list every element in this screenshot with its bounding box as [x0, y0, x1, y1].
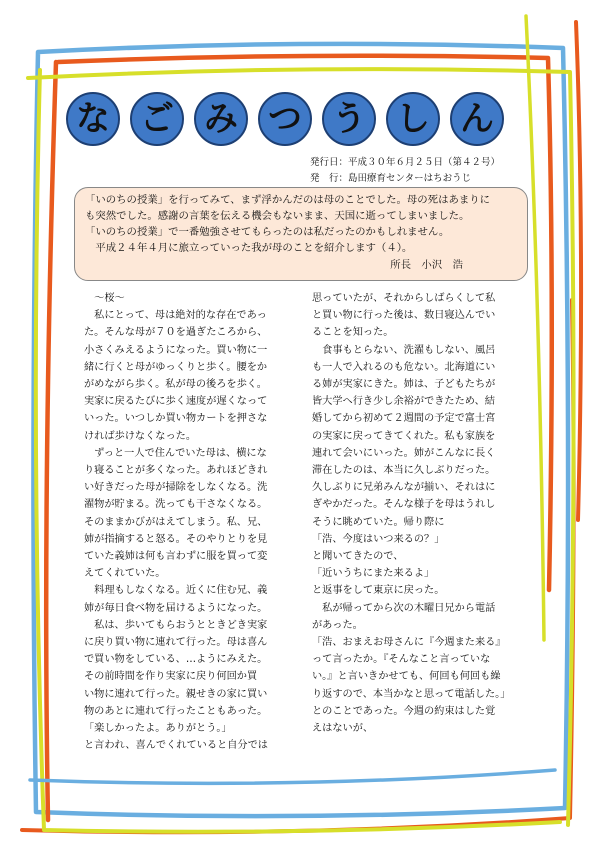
article-line: に戻り買い物に連れて行った。母は喜ん: [84, 637, 268, 649]
article-line: 「浩、おまえお母さんに『今週また来る』: [312, 637, 506, 649]
article-line: 婚してから初めて２週間の予定で富士宮: [312, 413, 496, 425]
intro-box: [74, 187, 528, 281]
article-line: 姉が指摘すると怒る。そのやりとりを見: [84, 533, 268, 545]
article-line: い。』と言いきかせても、何回も何回も繰: [312, 671, 501, 683]
title-char-circle: [322, 92, 376, 146]
title-char: し: [396, 99, 430, 139]
title-char: な: [76, 99, 110, 139]
article-line: 滞在したのは、本当に久しぶりだった。: [312, 465, 496, 477]
article-column-left: [84, 290, 306, 754]
article-line: があった。: [312, 619, 363, 631]
title-char: ご: [140, 99, 174, 139]
article-line: その前時間を作り実家に戻り何回か買: [84, 671, 258, 683]
article-line: 姉が毎日食べ物を届けるようになった。: [84, 602, 268, 614]
article-line: い好きだった母が掃除をしなくなる。洗: [84, 482, 268, 494]
article-line: 濯物が貯まる。洗っても干さなくなる。: [84, 499, 268, 511]
article-line: えはないが、: [312, 723, 374, 735]
article-line: えてくれていた。: [84, 568, 166, 580]
article-line: と返事をして東京に戻った。: [312, 585, 445, 597]
title-char: つ: [268, 99, 302, 139]
article-line: ずっと一人で住んでいた母は、横にな: [84, 447, 267, 459]
article-line: で買い物をしている、…ようにみえた。: [84, 654, 268, 666]
article-line: がめながら歩く。私が母の後ろを歩く。: [84, 379, 267, 391]
article-line: 緒に行くと母がゆっくりと歩く。腰をか: [84, 361, 268, 373]
article-line: 料理もしなくなる。近くに住む兄、義: [84, 585, 268, 597]
title-char-circle: [130, 92, 184, 146]
article-line: 「楽しかったよ。ありがとう。」: [84, 723, 232, 735]
article-line: 連れて会いにいった。姉がこんなに長く: [312, 447, 496, 459]
article-line: 私にとって、母は絶対的な存在であっ: [84, 310, 267, 322]
article-line: ければ歩けなくなった。: [84, 430, 197, 442]
title-char: う: [332, 99, 366, 139]
article-line: ～桜～: [84, 293, 125, 304]
article-column-right: [312, 290, 534, 737]
article-line: ぎやかだった。そんな様子を母はうれし: [312, 499, 496, 511]
title-char: ん: [460, 99, 494, 139]
title-char: み: [204, 99, 238, 139]
article-line: る姉が実家にきた。姉は、子どもたちが: [312, 379, 496, 391]
title-char-circle: [194, 92, 248, 146]
article-line: 思っていたが、それからしばらくして私: [312, 293, 496, 304]
article-line: そうに眺めていた。帰り際に: [312, 516, 445, 528]
article-line: り返すので、本当かなと思って電話した。」: [312, 688, 511, 700]
article-line: 私は、歩いてもらおうとときどき実家: [84, 619, 268, 631]
article-line: ていた義姉は何も言わずに服を買って変: [84, 551, 268, 563]
article-line: い物に連れて行った。親せきの家に買い: [84, 688, 268, 700]
article-line: と言われ、喜んでくれていると自分では: [84, 740, 268, 752]
article-line: ることを知った。: [312, 327, 394, 339]
article-line: いった。いつしか買い物カートを押さな: [84, 413, 268, 425]
article-line: 「浩、今度はいつ来るの？」: [312, 533, 445, 545]
article-line: 「近いうちにまた来るよ」: [312, 568, 435, 580]
article-line: そのままかびがはえてしまう。私、兄、: [84, 516, 268, 528]
intro-line: 「いのちの授業」を行ってみて、まず浮かんだのは母のことでした。母の死はあまりに: [85, 194, 491, 206]
issue-date: 発行日：平成３０年６月２５日（第４２号）: [310, 157, 501, 168]
article-line: と買い物に行った後は、数日寝込んでい: [312, 310, 496, 322]
intro-line: 平成２４年４月に旅立っていった我が母のことを紹介します（４）。: [85, 242, 413, 254]
article-line: と聞いてきたので、: [312, 551, 404, 563]
article-line: た。そんな母が７０を過ぎたころから、: [84, 327, 268, 339]
article-line: 食事もとらない、洗濯もしない、風呂: [312, 344, 496, 356]
article-line: 物のあとに連れて行ったこともあった。: [84, 705, 268, 717]
intro-line: も突然でした。感謝の言葉を伝える機会もないまま、天国に逝ってしまいました。: [85, 210, 470, 222]
title-char-circle: [450, 92, 504, 146]
article-line: り寝ることが多くなった。あれほどきれ: [84, 465, 268, 477]
title-char-circle: [386, 92, 440, 146]
article-line: も一人で入れるのも危ない。北海道にい: [312, 361, 496, 373]
article-line: とのことであった。今週の約束はした覚: [312, 705, 496, 717]
publication-info: [310, 155, 500, 187]
article-line: って言ったか。『そんなこと言っていな: [312, 654, 491, 666]
article-line: 小さくみえるようになった。買い物に一: [84, 344, 268, 356]
article-line: 久しぶりに兄弟みんなが揃い、それはに: [312, 482, 496, 494]
intro-signature: 所長 小沢 浩: [390, 259, 463, 271]
article-line: 皆大学へ行き少し余裕ができたため、結: [312, 396, 495, 408]
intro-line: 「いのちの授業」で一番勉強させてもらったのは私だったのかもしれません。: [85, 226, 450, 238]
article-line: の実家に戻ってきてくれた。私も家族を: [312, 430, 496, 442]
title-char-circle: [66, 92, 120, 146]
publisher: 発 行：島田療育センターはちおうじ: [310, 173, 472, 184]
article-line: 私が帰ってから次の木曜日兄から電話: [312, 602, 496, 614]
newsletter-title: [66, 92, 504, 146]
article-line: 実家に戻るたびに歩く速度が遅くなって: [84, 396, 268, 408]
title-char-circle: [258, 92, 312, 146]
